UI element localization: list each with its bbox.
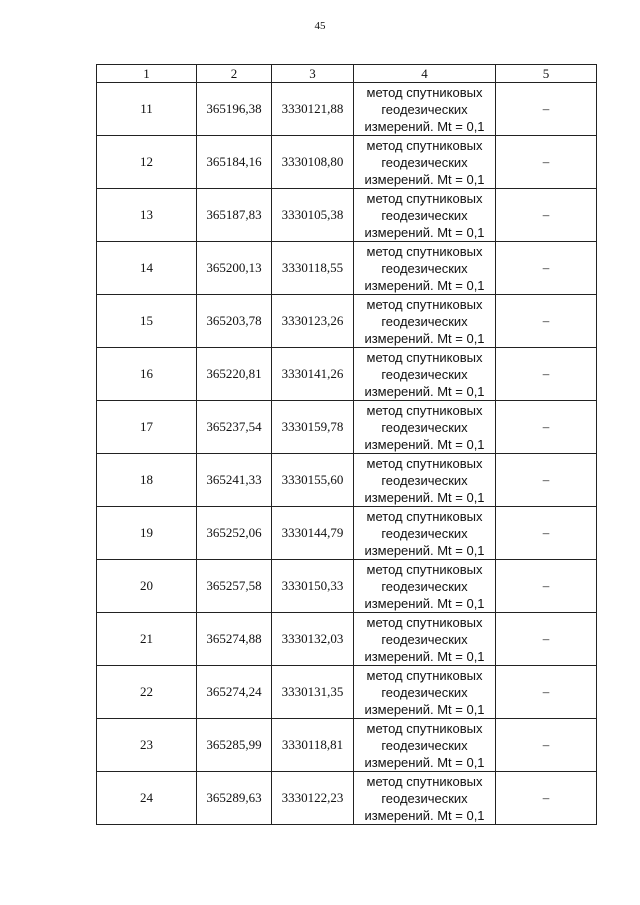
- x-coordinate-cell: 365285,99: [197, 719, 272, 772]
- method-line: метод спутниковых: [366, 614, 483, 630]
- x-coordinate-cell: 365200,13: [197, 242, 272, 295]
- x-coordinate-cell: 365203,78: [197, 295, 272, 348]
- x-coordinate-cell: 365241,33: [197, 454, 272, 507]
- method-line: метод спутниковых: [366, 137, 483, 153]
- method-line: геодезических: [381, 154, 468, 170]
- note-cell: –: [496, 507, 597, 560]
- method-line: измерений. Mt = 0,1: [364, 330, 485, 346]
- page-number: 45: [314, 20, 326, 32]
- note-cell: –: [496, 666, 597, 719]
- note-cell: –: [496, 613, 597, 666]
- point-number-cell: 24: [97, 772, 197, 825]
- header-cell-5: 5: [496, 65, 597, 83]
- table-row: [97, 401, 597, 454]
- point-number-cell: 17: [97, 401, 197, 454]
- note-cell: –: [496, 136, 597, 189]
- method-cell: [354, 189, 496, 242]
- method-cell: [354, 295, 496, 348]
- x-coordinate-cell: 365184,16: [197, 136, 272, 189]
- method-cell: [354, 666, 496, 719]
- table-body: [97, 83, 597, 825]
- note-cell: –: [496, 560, 597, 613]
- method-line: измерений. Mt = 0,1: [364, 701, 485, 717]
- x-coordinate-cell: 365237,54: [197, 401, 272, 454]
- header-cell-4: 4: [354, 65, 496, 83]
- y-coordinate-cell: 3330118,81: [272, 719, 354, 772]
- point-number-cell: 22: [97, 666, 197, 719]
- note-cell: –: [496, 719, 597, 772]
- method-line: метод спутниковых: [366, 561, 483, 577]
- note-cell: –: [496, 83, 597, 136]
- point-number-cell: 11: [97, 83, 197, 136]
- method-line: геодезических: [381, 578, 468, 594]
- note-cell: –: [496, 454, 597, 507]
- coordinates-table: [96, 64, 597, 825]
- x-coordinate-cell: 365274,88: [197, 613, 272, 666]
- header-cell-1: 1: [97, 65, 197, 83]
- table-row: [97, 454, 597, 507]
- point-number-cell: 20: [97, 560, 197, 613]
- table-row: [97, 560, 597, 613]
- method-line: метод спутниковых: [366, 455, 483, 471]
- method-line: геодезических: [381, 737, 468, 753]
- y-coordinate-cell: 3330150,33: [272, 560, 354, 613]
- note-cell: –: [496, 772, 597, 825]
- point-number-cell: 13: [97, 189, 197, 242]
- method-cell: [354, 507, 496, 560]
- method-cell: [354, 136, 496, 189]
- table-row: [97, 507, 597, 560]
- method-cell: [354, 719, 496, 772]
- y-coordinate-cell: 3330122,23: [272, 772, 354, 825]
- y-coordinate-cell: 3330144,79: [272, 507, 354, 560]
- x-coordinate-cell: 365257,58: [197, 560, 272, 613]
- y-coordinate-cell: 3330141,26: [272, 348, 354, 401]
- header-row: [97, 65, 597, 83]
- y-coordinate-cell: 3330105,38: [272, 189, 354, 242]
- x-coordinate-cell: 365289,63: [197, 772, 272, 825]
- y-coordinate-cell: 3330123,26: [272, 295, 354, 348]
- method-line: геодезических: [381, 631, 468, 647]
- x-coordinate-cell: 365196,38: [197, 83, 272, 136]
- y-coordinate-cell: 3330131,35: [272, 666, 354, 719]
- x-coordinate-cell: 365274,24: [197, 666, 272, 719]
- method-cell: [354, 772, 496, 825]
- y-coordinate-cell: 3330132,03: [272, 613, 354, 666]
- method-line: измерений. Mt = 0,1: [364, 118, 485, 134]
- table-row: [97, 136, 597, 189]
- y-coordinate-cell: 3330121,88: [272, 83, 354, 136]
- method-line: геодезических: [381, 207, 468, 223]
- method-line: измерений. Mt = 0,1: [364, 383, 485, 399]
- method-line: геодезических: [381, 472, 468, 488]
- method-cell: [354, 454, 496, 507]
- y-coordinate-cell: 3330108,80: [272, 136, 354, 189]
- x-coordinate-cell: 365252,06: [197, 507, 272, 560]
- method-line: геодезических: [381, 419, 468, 435]
- note-cell: –: [496, 295, 597, 348]
- method-line: метод спутниковых: [366, 349, 483, 365]
- method-line: метод спутниковых: [366, 84, 483, 100]
- method-cell: [354, 613, 496, 666]
- method-line: измерений. Mt = 0,1: [364, 171, 485, 187]
- x-coordinate-cell: 365220,81: [197, 348, 272, 401]
- table-row: [97, 242, 597, 295]
- table-row: [97, 295, 597, 348]
- note-cell: –: [496, 242, 597, 295]
- method-line: геодезических: [381, 313, 468, 329]
- point-number-cell: 21: [97, 613, 197, 666]
- note-cell: –: [496, 189, 597, 242]
- point-number-cell: 15: [97, 295, 197, 348]
- point-number-cell: 18: [97, 454, 197, 507]
- method-line: геодезических: [381, 101, 468, 117]
- point-number-cell: 23: [97, 719, 197, 772]
- method-cell: [354, 401, 496, 454]
- method-line: измерений. Mt = 0,1: [364, 648, 485, 664]
- point-number-cell: 14: [97, 242, 197, 295]
- method-line: метод спутниковых: [366, 720, 483, 736]
- header-cell-2: 2: [197, 65, 272, 83]
- method-cell: [354, 242, 496, 295]
- point-number-cell: 12: [97, 136, 197, 189]
- table-row: [97, 189, 597, 242]
- table-row: [97, 613, 597, 666]
- method-line: метод спутниковых: [366, 296, 483, 312]
- table-row: [97, 772, 597, 825]
- method-line: геодезических: [381, 525, 468, 541]
- method-line: измерений. Mt = 0,1: [364, 436, 485, 452]
- method-line: метод спутниковых: [366, 402, 483, 418]
- table-row: [97, 83, 597, 136]
- method-line: метод спутниковых: [366, 190, 483, 206]
- y-coordinate-cell: 3330159,78: [272, 401, 354, 454]
- method-cell: [354, 83, 496, 136]
- method-line: измерений. Mt = 0,1: [364, 807, 485, 823]
- method-line: измерений. Mt = 0,1: [364, 754, 485, 770]
- y-coordinate-cell: 3330118,55: [272, 242, 354, 295]
- x-coordinate-cell: 365187,83: [197, 189, 272, 242]
- method-cell: [354, 560, 496, 613]
- method-line: измерений. Mt = 0,1: [364, 542, 485, 558]
- method-line: метод спутниковых: [366, 667, 483, 683]
- method-line: метод спутниковых: [366, 243, 483, 259]
- method-cell: [354, 348, 496, 401]
- point-number-cell: 16: [97, 348, 197, 401]
- table-row: [97, 348, 597, 401]
- method-line: метод спутниковых: [366, 508, 483, 524]
- method-line: измерений. Mt = 0,1: [364, 277, 485, 293]
- y-coordinate-cell: 3330155,60: [272, 454, 354, 507]
- point-number-cell: 19: [97, 507, 197, 560]
- method-line: измерений. Mt = 0,1: [364, 595, 485, 611]
- note-cell: –: [496, 401, 597, 454]
- method-line: измерений. Mt = 0,1: [364, 224, 485, 240]
- method-line: измерений. Mt = 0,1: [364, 489, 485, 505]
- note-cell: –: [496, 348, 597, 401]
- method-line: метод спутниковых: [366, 773, 483, 789]
- method-line: геодезических: [381, 260, 468, 276]
- method-line: геодезических: [381, 684, 468, 700]
- table-row: [97, 666, 597, 719]
- method-line: геодезических: [381, 366, 468, 382]
- header-cell-3: 3: [272, 65, 354, 83]
- method-line: геодезических: [381, 790, 468, 806]
- table-row: [97, 719, 597, 772]
